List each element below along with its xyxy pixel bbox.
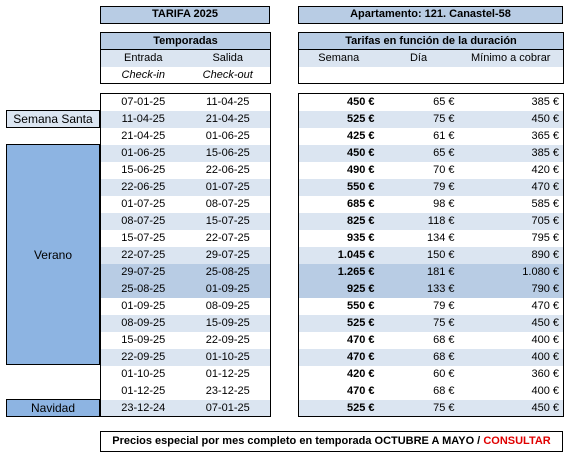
semana-cell: 550 € [299, 298, 379, 315]
dia-cell: 118 € [379, 213, 459, 230]
date-row [101, 281, 271, 298]
dia-cell: 79 € [379, 179, 459, 196]
date-row [101, 349, 271, 366]
dia-cell: 98 € [379, 196, 459, 213]
semana-cell: 425 € [299, 128, 379, 145]
rate-row [299, 332, 564, 349]
entrada-cell: 29-07-25 [101, 264, 186, 281]
semana-cell: 470 € [299, 332, 379, 349]
rate-row [299, 298, 564, 315]
entrada-cell: 01-09-25 [101, 298, 186, 315]
dia-cell: 61 € [379, 128, 459, 145]
dia-cell: 70 € [379, 162, 459, 179]
entrada-cell: 01-06-25 [101, 145, 186, 162]
semana-cell: 490 € [299, 162, 379, 179]
minimo-cell: 385 € [459, 94, 564, 111]
entrada-cell: 08-07-25 [101, 213, 186, 230]
date-row [101, 264, 271, 281]
semana-cell: 1.045 € [299, 247, 379, 264]
dia-cell: 181 € [379, 264, 459, 281]
minimo-cell: 705 € [459, 213, 564, 230]
minimo-cell: 420 € [459, 162, 564, 179]
minimo-cell: 450 € [459, 400, 564, 417]
footer-text: Precios especial por mes completo en temporada OCTUBRE A MAYO / [112, 435, 481, 447]
semana-cell: 935 € [299, 230, 379, 247]
minimo-cell: 790 € [459, 281, 564, 298]
semana-cell: 470 € [299, 349, 379, 366]
rates-table [298, 93, 564, 417]
footer-note [100, 431, 563, 452]
minimo-cell: 385 € [459, 145, 564, 162]
minimo-cell: 585 € [459, 196, 564, 213]
entrada-cell: 01-07-25 [101, 196, 186, 213]
entrada-cell: 01-10-25 [101, 366, 186, 383]
entrada-cell: 01-12-25 [101, 383, 186, 400]
entrada-cell: 15-06-25 [101, 162, 186, 179]
date-row [101, 366, 271, 383]
rate-row [299, 213, 564, 230]
salida-cell: 08-09-25 [186, 298, 271, 315]
dia-cell: 75 € [379, 111, 459, 128]
semana-cell: 550 € [299, 179, 379, 196]
rate-row [299, 281, 564, 298]
entrada-cell: 22-06-25 [101, 179, 186, 196]
minimo-header: Mínimo a cobrar [459, 50, 564, 67]
date-row [101, 213, 271, 230]
dia-cell: 75 € [379, 400, 459, 417]
rates-header-table [298, 32, 564, 84]
minimo-cell: 450 € [459, 315, 564, 332]
semana-cell: 825 € [299, 213, 379, 230]
semana-cell: 450 € [299, 145, 379, 162]
tarifas-header: Tarifas en función de la duración [299, 33, 564, 50]
semana-cell: 470 € [299, 383, 379, 400]
entrada-cell: 21-04-25 [101, 128, 186, 145]
season-header-table [100, 32, 271, 84]
apartment-title: Apartamento: 121. Canastel-58 [298, 6, 563, 24]
minimo-cell: 400 € [459, 349, 564, 366]
salida-cell: 21-04-25 [186, 111, 271, 128]
dia-cell: 65 € [379, 145, 459, 162]
date-row [101, 162, 271, 179]
salida-cell: 15-07-25 [186, 213, 271, 230]
rate-row [299, 179, 564, 196]
temporadas-header: Temporadas [101, 33, 271, 50]
entrada-cell: 22-09-25 [101, 349, 186, 366]
date-row [101, 128, 271, 145]
checkout-label: Check-out [186, 67, 271, 84]
dia-cell: 65 € [379, 94, 459, 111]
salida-cell: 01-10-25 [186, 349, 271, 366]
semana-cell: 1.265 € [299, 264, 379, 281]
rate-row [299, 315, 564, 332]
salida-cell: 08-07-25 [186, 196, 271, 213]
salida-cell: 01-06-25 [186, 128, 271, 145]
date-row [101, 315, 271, 332]
rate-row [299, 196, 564, 213]
entrada-cell: 23-12-24 [101, 400, 186, 417]
dia-cell: 60 € [379, 366, 459, 383]
salida-cell: 01-07-25 [186, 179, 271, 196]
date-row [101, 332, 271, 349]
rate-row [299, 94, 564, 111]
minimo-cell: 400 € [459, 383, 564, 400]
salida-cell: 22-06-25 [186, 162, 271, 179]
entrada-cell: 08-09-25 [101, 315, 186, 332]
entrada-cell: 07-01-25 [101, 94, 186, 111]
checkin-label: Check-in [101, 67, 186, 84]
salida-cell: 01-09-25 [186, 281, 271, 298]
semana-cell: 525 € [299, 400, 379, 417]
entrada-header: Entrada [101, 50, 186, 67]
date-row [101, 94, 271, 111]
semana-cell: 685 € [299, 196, 379, 213]
date-row [101, 247, 271, 264]
rate-row [299, 366, 564, 383]
salida-cell: 11-04-25 [186, 94, 271, 111]
dia-cell: 75 € [379, 315, 459, 332]
season-navidad: Navidad [6, 399, 100, 417]
dia-cell: 68 € [379, 383, 459, 400]
minimo-cell: 400 € [459, 332, 564, 349]
entrada-cell: 11-04-25 [101, 111, 186, 128]
rate-row [299, 128, 564, 145]
minimo-cell: 360 € [459, 366, 564, 383]
rate-row [299, 162, 564, 179]
minimo-cell: 450 € [459, 111, 564, 128]
rate-row [299, 247, 564, 264]
date-row [101, 383, 271, 400]
salida-header: Salida [186, 50, 271, 67]
salida-cell: 07-01-25 [186, 400, 271, 417]
minimo-cell: 795 € [459, 230, 564, 247]
entrada-cell: 15-09-25 [101, 332, 186, 349]
dia-cell: 150 € [379, 247, 459, 264]
rate-row [299, 400, 564, 417]
salida-cell: 15-09-25 [186, 315, 271, 332]
date-row [101, 400, 271, 417]
dia-cell: 68 € [379, 332, 459, 349]
dia-header: Día [379, 50, 459, 67]
salida-cell: 01-12-25 [186, 366, 271, 383]
salida-cell: 23-12-25 [186, 383, 271, 400]
tarifa-title: TARIFA 2025 [100, 6, 270, 24]
semana-cell: 450 € [299, 94, 379, 111]
rate-row [299, 264, 564, 281]
season-verano: Verano [6, 144, 100, 365]
date-row [101, 145, 271, 162]
rate-row [299, 383, 564, 400]
rate-row [299, 230, 564, 247]
consultar-link[interactable]: CONSULTAR [483, 435, 551, 447]
salida-cell: 25-08-25 [186, 264, 271, 281]
season-semana-santa: Semana Santa [6, 110, 100, 128]
semana-cell: 525 € [299, 111, 379, 128]
dia-cell: 133 € [379, 281, 459, 298]
salida-cell: 29-07-25 [186, 247, 271, 264]
date-row [101, 111, 271, 128]
semana-cell: 420 € [299, 366, 379, 383]
dates-table [100, 93, 271, 417]
date-row [101, 230, 271, 247]
entrada-cell: 22-07-25 [101, 247, 186, 264]
salida-cell: 15-06-25 [186, 145, 271, 162]
minimo-cell: 1.080 € [459, 264, 564, 281]
dia-cell: 68 € [379, 349, 459, 366]
rate-row [299, 111, 564, 128]
rate-row [299, 145, 564, 162]
entrada-cell: 15-07-25 [101, 230, 186, 247]
rates-header-spacer [299, 67, 564, 84]
minimo-cell: 470 € [459, 298, 564, 315]
date-row [101, 298, 271, 315]
semana-cell: 925 € [299, 281, 379, 298]
semana-header: Semana [299, 50, 379, 67]
minimo-cell: 890 € [459, 247, 564, 264]
minimo-cell: 365 € [459, 128, 564, 145]
rate-row [299, 349, 564, 366]
semana-cell: 525 € [299, 315, 379, 332]
salida-cell: 22-09-25 [186, 332, 271, 349]
minimo-cell: 470 € [459, 179, 564, 196]
dia-cell: 134 € [379, 230, 459, 247]
date-row [101, 196, 271, 213]
entrada-cell: 25-08-25 [101, 281, 186, 298]
date-row [101, 179, 271, 196]
salida-cell: 22-07-25 [186, 230, 271, 247]
dia-cell: 79 € [379, 298, 459, 315]
